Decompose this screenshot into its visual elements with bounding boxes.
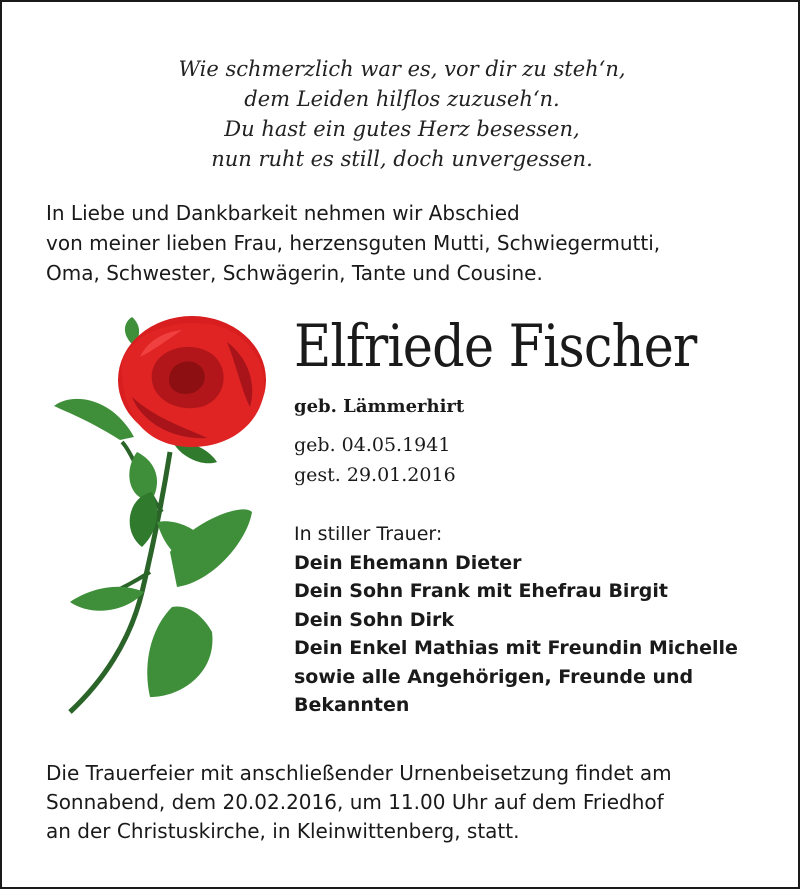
poem-line: Wie schmerzlich war es, vor dir zu steh‘n, <box>178 57 626 81</box>
service-line: Sonnabend, dem 20.02.2016, um 11.00 Uhr auf dem Friedhof <box>46 790 664 814</box>
death-date: gest. 29.01.2016 <box>294 464 456 486</box>
intro-text <box>46 198 766 288</box>
red-rose-icon <box>42 302 272 722</box>
mourner-line: Dein Ehemann Dieter <box>294 551 522 574</box>
mourner-line: Dein Sohn Dirk <box>294 608 455 631</box>
intro-line: von meiner lieben Frau, herzensguten Mutti, Schwiegermutti, <box>46 231 661 255</box>
poem-line: dem Leiden hilflos zuzuseh‘n. <box>244 87 560 111</box>
service-line: an der Christuskirche, in Kleinwittenberg, statt. <box>46 819 520 843</box>
poem-line: Du hast ein gutes Herz besessen, <box>224 117 580 141</box>
service-line: Die Trauerfeier mit anschließender Urnenbeisetzung findet am <box>46 761 672 785</box>
mourners-list <box>294 520 774 720</box>
birth-date: geb. 04.05.1941 <box>294 434 451 456</box>
life-dates <box>294 430 456 490</box>
mourner-line: Bekannten <box>294 694 410 716</box>
intro-line: Oma, Schwester, Schwägerin, Tante und Cousine. <box>46 261 543 285</box>
deceased-name: Elfriede Fischer <box>294 312 697 380</box>
mourner-line: Dein Sohn Frank mit Ehefrau Birgit <box>294 580 669 602</box>
poem-line: nun ruht es still, doch unvergessen. <box>211 147 593 171</box>
intro-line: In Liebe und Dankbarkeit nehmen wir Abschied <box>46 201 520 225</box>
poem <box>2 54 800 174</box>
maiden-name: geb. Lämmerhirt <box>294 396 465 417</box>
funeral-service-info <box>46 759 766 846</box>
mourner-line: Dein Enkel Mathias mit Freundin Michelle <box>294 637 738 659</box>
mourners-heading: In stiller Trauer: <box>294 523 443 545</box>
mourner-line: sowie alle Angehörigen, Freunde und <box>294 665 694 688</box>
